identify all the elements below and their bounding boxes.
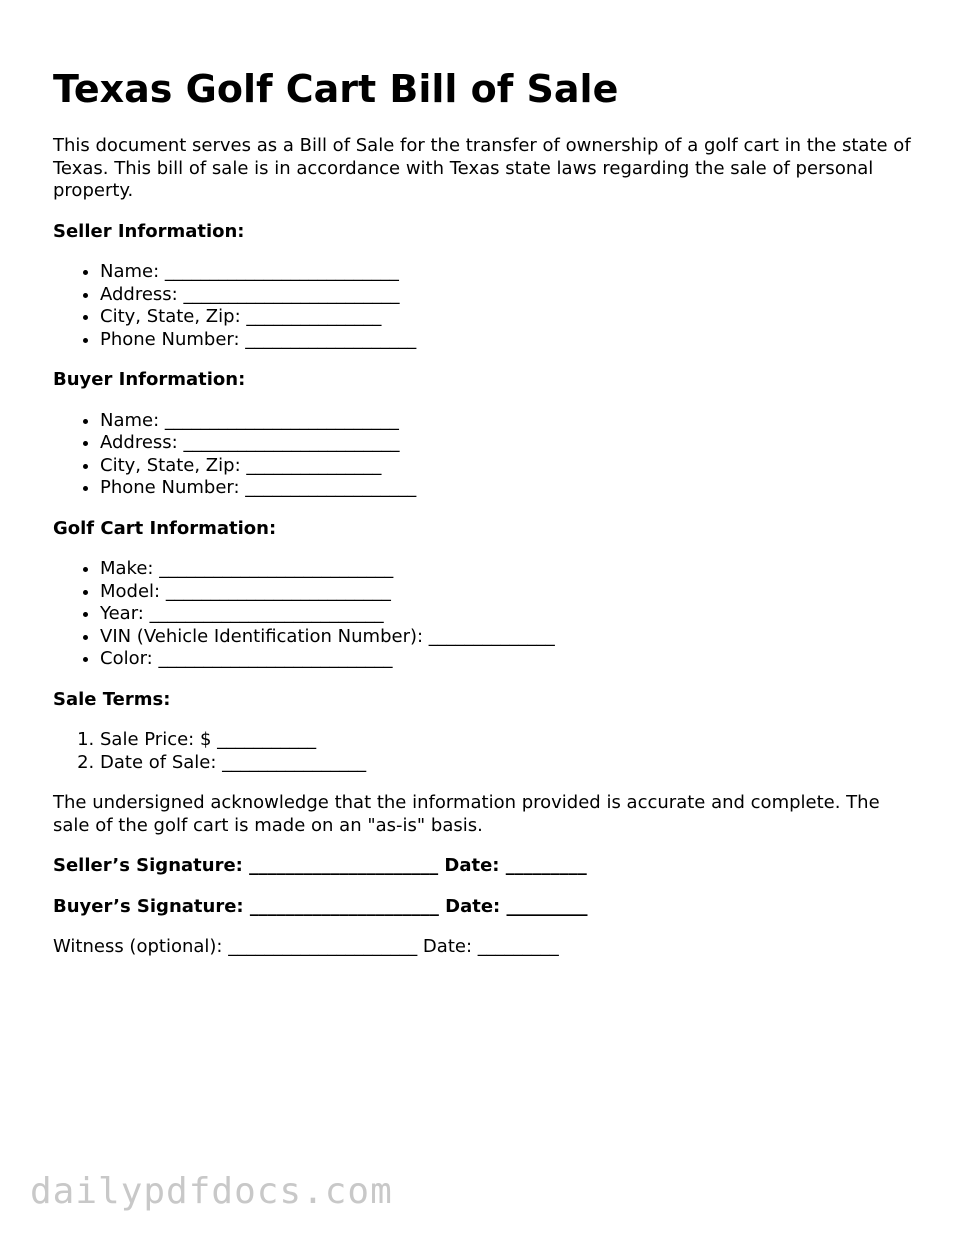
- sale-date-field: 2. Date of Sale: ________________: [100, 752, 913, 775]
- buyer-phone-field: • Phone Number: ___________________: [100, 477, 913, 500]
- document-title: Texas Golf Cart Bill of Sale: [53, 67, 619, 111]
- seller-list: [53, 261, 913, 351]
- seller-name-field: • Name: __________________________: [100, 261, 913, 284]
- witness-signature-line: Witness (optional): _____________________ Date: _________: [53, 936, 559, 957]
- cart-make-field: • Make: __________________________: [100, 558, 913, 581]
- cart-year-field: • Year: __________________________: [100, 603, 913, 626]
- cart-color-field: • Color: __________________________: [100, 648, 913, 671]
- buyer-signature-line: Buyer’s Signature: _____________________ Date: _________: [53, 895, 588, 917]
- golf-cart-heading: Golf Cart Information:: [53, 517, 277, 539]
- buyer-address-field: • Address: ________________________: [100, 432, 913, 455]
- cart-vin-field: • VIN (Vehicle Identification Number): ______________: [100, 626, 913, 649]
- acknowledgement-paragraph: The undersigned acknowledge that the information provided is accurate and complete. The sale of the golf cart is made on an "as-is" basis.: [53, 792, 880, 836]
- seller-signature-line: Seller’s Signature: _____________________ Date: _________: [53, 855, 587, 876]
- buyer-city-state-zip-field: • City, State, Zip: _______________: [100, 455, 913, 478]
- seller-city-state-zip-field: • City, State, Zip: _______________: [100, 306, 913, 329]
- document-page: [53, 66, 913, 977]
- golf-cart-list: [53, 558, 913, 671]
- seller-address-field: • Address: ________________________: [100, 284, 913, 307]
- sale-terms-heading: Sale Terms:: [53, 688, 171, 710]
- cart-model-field: • Model: _________________________: [100, 581, 913, 604]
- seller-heading: Seller Information:: [53, 220, 245, 242]
- buyer-name-field: • Name: __________________________: [100, 410, 913, 433]
- seller-phone-field: • Phone Number: ___________________: [100, 329, 913, 352]
- buyer-list: [53, 410, 913, 500]
- sale-terms-list: [53, 729, 913, 774]
- intro-paragraph: This document serves as a Bill of Sale for the transfer of ownership of a golf cart in the state of Texas. This bill of sale is in accordance with Texas state laws regarding the sale of personal property.: [53, 135, 911, 201]
- buyer-heading: Buyer Information:: [53, 369, 246, 390]
- site-watermark: dailypdfdocs.com: [30, 1171, 393, 1212]
- sale-price-field: 1. Sale Price: $ ___________: [100, 729, 913, 752]
